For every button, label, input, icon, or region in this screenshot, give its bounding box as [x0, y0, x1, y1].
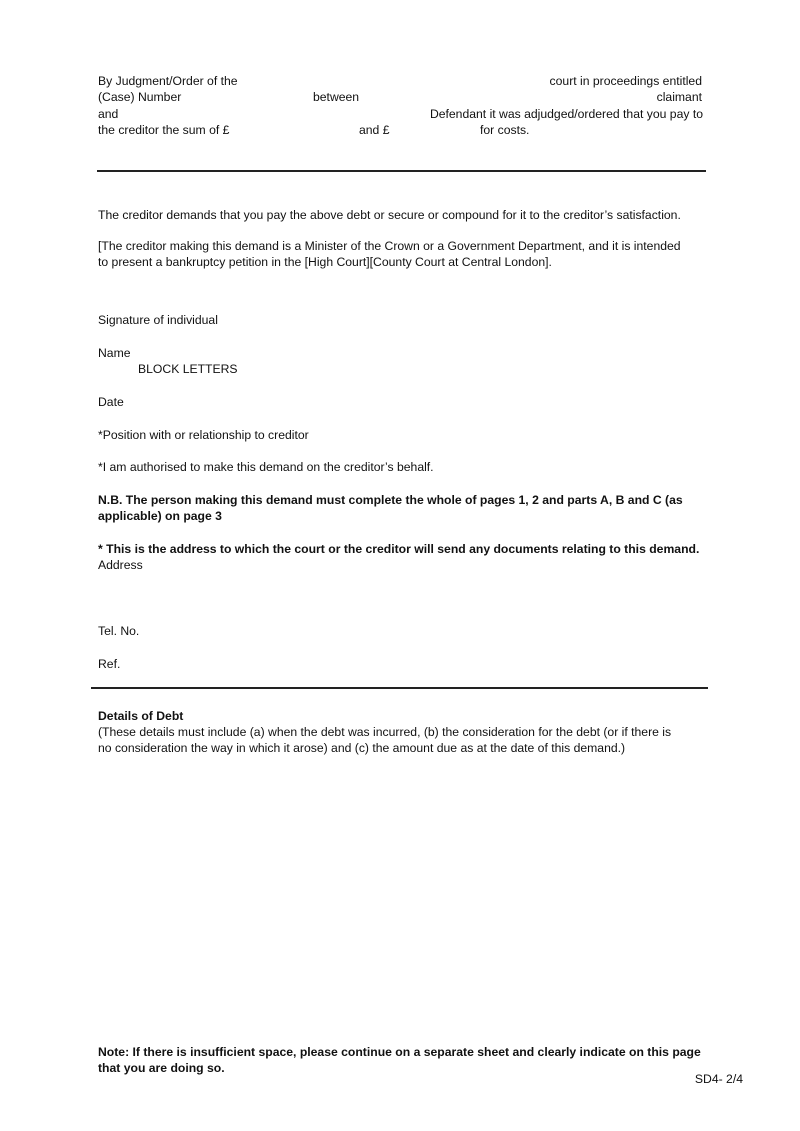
tel-label: Tel. No.: [98, 624, 140, 638]
address-note: * This is the address to which the court or the creditor will send any documents relating to this demand.: [98, 542, 700, 556]
court-proceedings-label: court in proceedings entitled: [549, 74, 702, 88]
position-label: *Position with or relationship to creditor: [98, 428, 309, 442]
demand-statement: The creditor demands that you pay the above debt or secure or compound for it to the creditor’s satisfaction.: [98, 208, 681, 222]
nb-note-line-1: N.B. The person making this demand must complete the whole of pages 1, 2 and parts A, B and C (as: [98, 493, 683, 507]
debt-title: Details of Debt: [98, 709, 184, 723]
creditor-sum-label: the creditor the sum of £: [98, 123, 230, 137]
footer-note-line-2: that you are doing so.: [98, 1061, 225, 1075]
signature-label: Signature of individual: [98, 313, 218, 327]
and-pound-label: and £: [359, 123, 390, 137]
page-reference: SD4- 2/4: [694, 1072, 743, 1086]
address-label: Address: [98, 558, 143, 572]
nb-note-line-2: applicable) on page 3: [98, 509, 222, 523]
date-label: Date: [98, 395, 124, 409]
and-label: and: [98, 107, 119, 121]
for-costs-label: for costs.: [480, 123, 530, 137]
ref-label: Ref.: [98, 657, 121, 671]
minister-note-line-1: [The creditor making this demand is a Minister of the Crown or a Government Department, and it is intended: [98, 239, 681, 253]
divider-top: [97, 170, 706, 172]
debt-instructions-line-1: (These details must include (a) when the debt was incurred, (b) the consideration for the debt (or if there is: [98, 725, 672, 739]
claimant-label: claimant: [656, 90, 702, 104]
minister-note-line-2: to present a bankruptcy petition in the [High Court][County Court at Central London].: [98, 255, 552, 269]
by-judgment-label: By Judgment/Order of the: [98, 74, 238, 88]
defendant-label: Defendant it was adjudged/ordered that you pay to: [429, 107, 703, 121]
debt-instructions-line-2: no consideration the way in which it arose) and (c) the amount due as at the date of this demand.): [98, 741, 626, 755]
footer-note-line-1: Note: If there is insufficient space, please continue on a separate sheet and clearly indicate on this page: [98, 1045, 701, 1059]
block-letters-label: BLOCK LETTERS: [138, 362, 238, 376]
case-number-label: (Case) Number: [98, 90, 182, 104]
between-label: between: [313, 90, 360, 104]
authorised-statement: *I am authorised to make this demand on the creditor’s behalf.: [98, 460, 434, 474]
divider-bottom: [91, 687, 708, 689]
name-label: Name: [98, 346, 131, 360]
